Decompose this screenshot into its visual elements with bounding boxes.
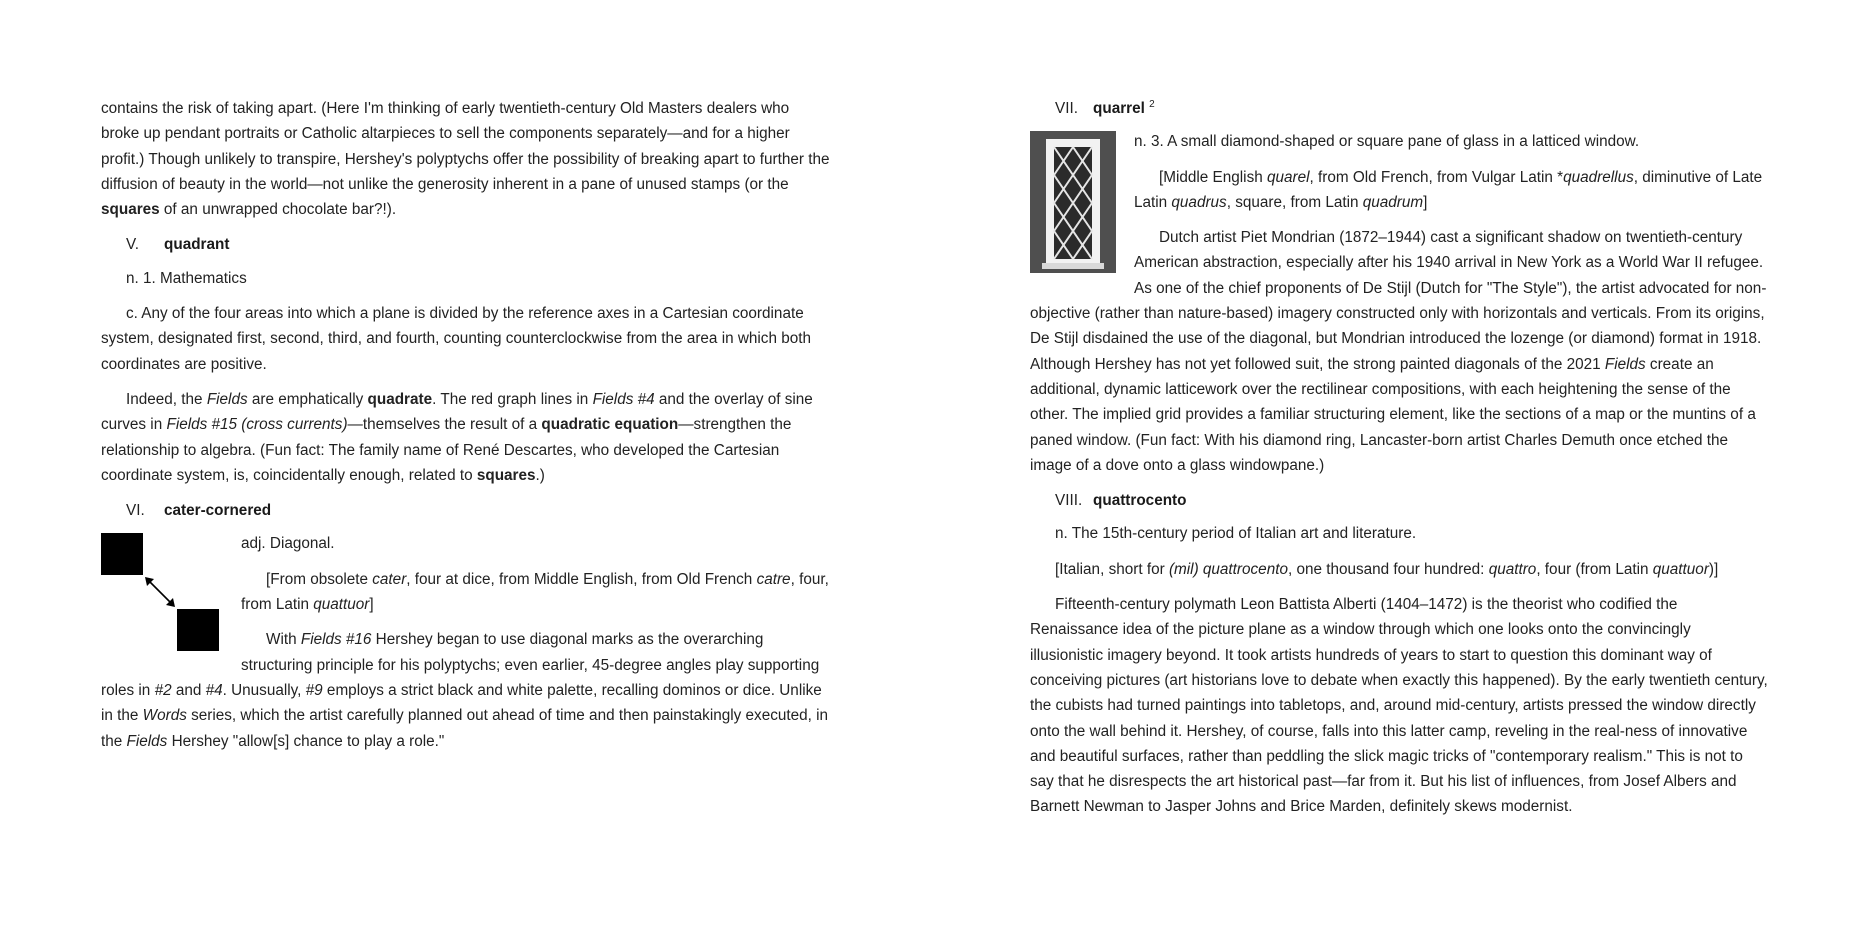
italic-title: #9 bbox=[305, 681, 323, 699]
text-run: )] bbox=[1708, 560, 1719, 578]
italic-title: cater bbox=[372, 570, 407, 588]
text-run: .) bbox=[535, 466, 545, 484]
italic-title: #4 bbox=[205, 681, 223, 699]
diagonal-arrow-line bbox=[147, 579, 173, 605]
etymology-quattrocento bbox=[1030, 557, 1768, 582]
left-page bbox=[101, 96, 831, 764]
italic-title: Words bbox=[142, 707, 187, 725]
italic-title: (mil) quattrocento bbox=[1168, 560, 1288, 578]
bold-term: quadrate bbox=[367, 390, 433, 408]
italic-title: Fields #15 (cross currents) bbox=[166, 416, 348, 434]
text-run: contains the risk of taking apart. (Here I'm thinking of early twentieth-century Old Masters dealers who broke up pendant portraits or Catholic altarpieces to sell the components separately—and for a higher profit.) Though unlikely to transpire, Hershey's polyptychs offer the possibility of breaking apart to further the diffusion of beauty in the world—not unlike the generosity inherent in a pane of unused stamps (or the bbox=[101, 100, 830, 193]
text-run: series, which the artist carefully planned out ahead of time and then painstakingly executed, in the bbox=[101, 707, 829, 750]
entry-number: VI. bbox=[126, 502, 145, 520]
text-run: , diminutive of Late Latin bbox=[1134, 168, 1763, 211]
entry-superscript: 2 bbox=[1149, 98, 1155, 110]
definition-quadrant bbox=[101, 266, 831, 291]
italic-title: catre bbox=[756, 570, 791, 588]
text-run: Hershey "allow[s] chance to play a role." bbox=[167, 732, 445, 750]
text-run: adj. Diagonal. bbox=[241, 535, 335, 553]
text-run: Hershey began to use diagonal marks as the overarching structuring principle for his polyptychs; even earlier, 45-degree angles play supporting roles in bbox=[101, 631, 820, 699]
italic-title: quadrus bbox=[1171, 193, 1227, 211]
text-run: Dutch artist Piet Mondrian (1872–1944) cast a significant shadow on twentieth-century American abstraction, especially after his 1940 arrival in New York as a World War II refugee. As one of the chief proponents of De Stijl (Dutch for "The Style"), the artist advocated for non-objective (rather than nature-based) imagery constructed only with horizontals and verticals. From its origins, De Stijl disdained the use of the diagonal, but Mondrian introduced the lozenge (or diamond) format in 1918. Although Hershey has not yet followed suit, the strong painted diagonals of the 2021 bbox=[1030, 229, 1767, 373]
bold-term: squares bbox=[101, 201, 160, 219]
entry-term: quarrel bbox=[1093, 100, 1145, 117]
text-run: create an additional, dynamic latticework over the rectilinear compositions, with each heightening the sense of the other. The implied grid provides a familiar structuring element, like the sections of a map or the muntins of a paned window. (Fun fact: With his diamond ring, Lancaster-born artist Charles Demuth once etched the image of a dove onto a glass windowpane.) bbox=[1030, 355, 1756, 474]
text-run: , four (from Latin bbox=[1536, 560, 1653, 578]
text-run: . Unusually, bbox=[222, 681, 306, 699]
italic-title: quattuor bbox=[313, 596, 370, 614]
italic-title: quattro bbox=[1488, 560, 1537, 578]
text-run: n. 3. A small diamond-shaped or square pane of glass in a latticed window. bbox=[1134, 133, 1640, 151]
italic-title: Fields #16 bbox=[300, 631, 372, 649]
entry-term: quadrant bbox=[164, 236, 230, 254]
paragraph-mondrian bbox=[1030, 225, 1768, 478]
text-run: —strengthen the relationship to algebra. (Fun fact: The family name of René Descartes, who developed the Cartesian coordinate system, is, coincidentally enough, related to bbox=[101, 416, 792, 484]
entry-heading-quadrant bbox=[101, 232, 831, 257]
entry-term: cater-cornered bbox=[164, 502, 272, 520]
italic-title: Fields #4 bbox=[592, 390, 655, 408]
text-run: , square, from Latin bbox=[1226, 193, 1363, 211]
right-page bbox=[1030, 96, 1768, 830]
entry-heading-cater-cornered bbox=[101, 498, 831, 523]
text-run: [From obsolete bbox=[266, 570, 373, 588]
diagonal-squares-figure bbox=[101, 533, 241, 661]
text-run: , four at dice, from Middle English, from Old French bbox=[406, 570, 757, 588]
text-run: With bbox=[266, 631, 301, 649]
text-run: are emphatically bbox=[247, 390, 368, 408]
text-run: employs a strict black and white palette, recalling dominos or dice. Unlike in the bbox=[101, 681, 822, 725]
text-run: and the overlay of sine curves in bbox=[101, 390, 813, 434]
entry-number: V. bbox=[126, 236, 140, 254]
italic-title: Fields bbox=[126, 732, 168, 750]
entry-number: VII. bbox=[1055, 100, 1078, 117]
text-run: ] bbox=[1423, 193, 1428, 211]
text-run: c. Any of the four areas into which a plane is divided by the reference axes in a Cartesian coordinate system, designated first, second, third, and fourth, counting counterclockwise from the area in which both coordinates are positive. bbox=[101, 305, 811, 373]
definition-quarrel bbox=[1030, 129, 1768, 154]
italic-title: quarel bbox=[1266, 168, 1310, 186]
black-square-lower bbox=[177, 609, 219, 651]
entry-number: VIII. bbox=[1055, 492, 1083, 510]
italic-title: quadrellus bbox=[1563, 168, 1634, 186]
definition-quattrocento bbox=[1030, 521, 1768, 546]
bold-term: quadratic equation bbox=[541, 416, 679, 434]
text-run: of an unwrapped chocolate bar?!). bbox=[159, 201, 397, 219]
italic-title: quadrum bbox=[1362, 193, 1424, 211]
black-square-upper bbox=[101, 533, 143, 575]
text-run: Indeed, the bbox=[126, 390, 207, 408]
italic-title: #2 bbox=[154, 681, 172, 699]
window-sill bbox=[1042, 263, 1104, 269]
italic-title: Fields bbox=[206, 390, 248, 408]
text-run: n. The 15th-century period of Italian art and literature. bbox=[1055, 525, 1417, 543]
text-run: [Middle English bbox=[1159, 168, 1267, 186]
latticed-window-photo bbox=[1030, 131, 1116, 273]
entry-term: quattrocento bbox=[1093, 492, 1187, 510]
text-run: [Italian, short for bbox=[1055, 560, 1169, 578]
entry-heading-quattrocento bbox=[1030, 488, 1768, 513]
text-run: , four, from Latin bbox=[241, 570, 829, 614]
paragraph-intro bbox=[101, 96, 831, 222]
text-run: —themselves the result of a bbox=[347, 416, 542, 434]
bold-term: squares bbox=[476, 466, 536, 484]
text-run: ] bbox=[369, 596, 374, 614]
text-run: , one thousand four hundred: bbox=[1287, 560, 1489, 578]
definition-c-quadrant bbox=[101, 301, 831, 377]
cater-cornered-block bbox=[101, 531, 831, 753]
text-run: n. 1. Mathematics bbox=[126, 269, 247, 287]
entry-heading-quarrel bbox=[1030, 96, 1768, 121]
paragraph-fields bbox=[101, 387, 831, 488]
text-run: . The red graph lines in bbox=[432, 390, 593, 408]
italic-title: Fields bbox=[1604, 355, 1646, 373]
paragraph-alberti bbox=[1030, 592, 1768, 820]
text-run: Fifteenth-century polymath Leon Battista Alberti (1404–1472) is the theorist who codified the Renaissance idea of the picture plane as a window through which one looks onto the convincingly illusionistic imagery beyond. It took artists hundreds of years to start to question this dominant way of conceiving pictures (art historians love to debate when exactly this happened). By the early twentieth century, the cubists had turned paintings into tabletops, and, around mid-century, artists pressed the window directly onto the wall behind it. Hershey, of course, falls into this latter camp, reveling in the real-ness of innovative and beautiful surfaces, rather than peddling the slick magic tricks of "contemporary realism." This is not to say that he disrespects the art historical past—far from it. But his list of influences, from Josef Albers and Barnett Newman to Jasper Johns and Brice Marden, definitely skews modernist. bbox=[1030, 596, 1768, 816]
italic-title: quattuor bbox=[1652, 560, 1709, 578]
text-run: , from Old French, from Vulgar Latin * bbox=[1309, 168, 1564, 186]
etymology-quarrel bbox=[1030, 165, 1768, 216]
quarrel-block bbox=[1030, 129, 1768, 478]
text-run: and bbox=[171, 681, 206, 699]
